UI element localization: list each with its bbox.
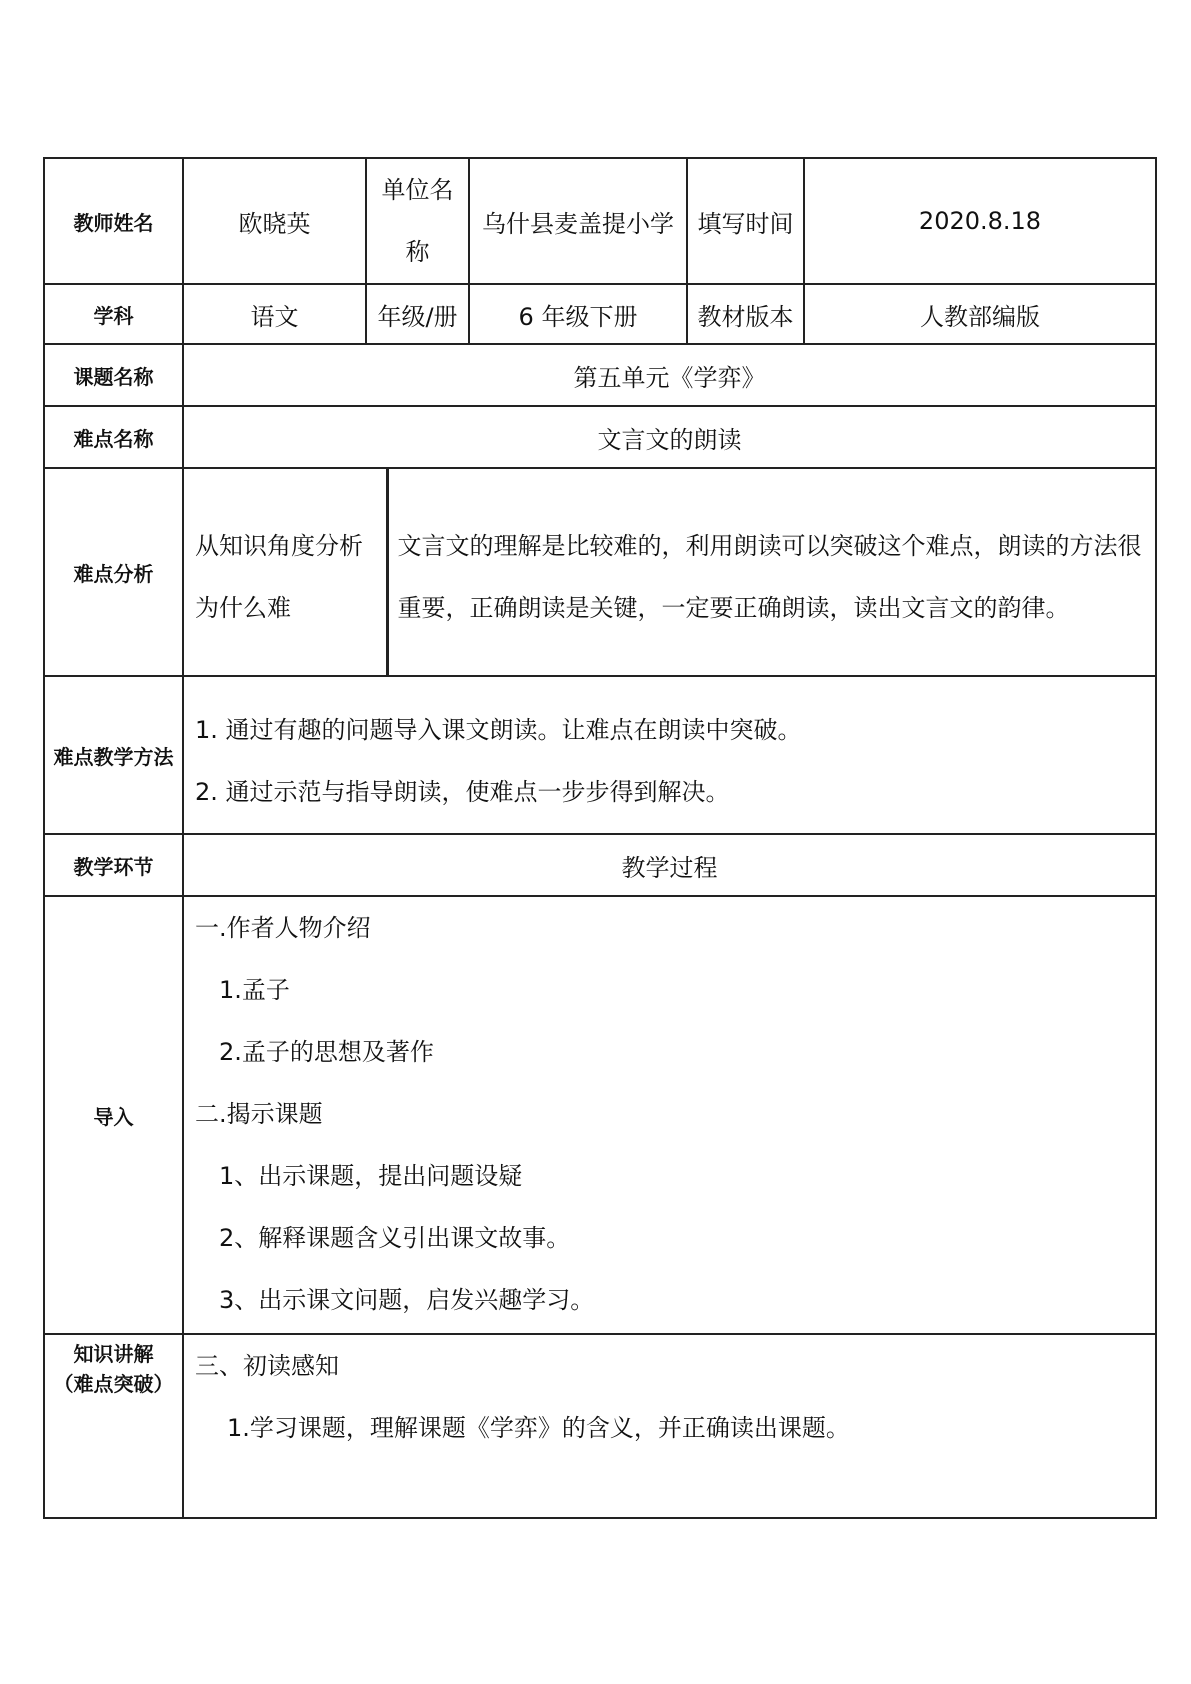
intro-cell (183, 896, 1156, 1334)
intro-line: 3、出示课文问题，启发兴趣学习。 (219, 1286, 595, 1314)
row-intro (44, 896, 1156, 1334)
row-process-header (44, 834, 1156, 896)
row-teacher-info (44, 158, 1156, 284)
teacher-name-value: 欧晓英 (183, 158, 366, 284)
intro-line: 2、解释课题含义引出课文故事。 (219, 1224, 571, 1252)
row-subject-info (44, 284, 1156, 344)
analysis-label: 难点分析 (44, 468, 183, 676)
row-difficulty (44, 406, 1156, 468)
process-label: 教学过程 (183, 834, 1156, 896)
knowledge-cell (183, 1334, 1156, 1518)
row-method (44, 676, 1156, 834)
knowledge-label (44, 1334, 183, 1518)
analysis-sub-label: 从知识角度分析为什么难 (184, 469, 387, 675)
knowledge-line: 1.学习课题，理解课题《学弈》的含义，并正确读出课题。 (227, 1414, 850, 1442)
edition-label: 教材版本 (687, 284, 804, 344)
method-label: 难点教学方法 (44, 676, 183, 834)
knowledge-label-line2: （难点突破） (53, 1372, 174, 1396)
unit-name-label: 单位名称 (366, 158, 469, 284)
fill-time-value: 2020.8.18 (804, 158, 1156, 284)
method-cell (183, 676, 1156, 834)
lesson-plan-table (43, 157, 1157, 1519)
method-item: 1. 通过有趣的问题导入课文朗读。让难点在朗读中突破。 (195, 716, 802, 744)
difficulty-value: 文言文的朗读 (183, 406, 1156, 468)
intro-line: 1、出示课题，提出问题设疑 (219, 1162, 523, 1190)
intro-line: 2.孟子的思想及著作 (219, 1038, 434, 1066)
subject-label: 学科 (44, 284, 183, 344)
difficulty-label: 难点名称 (44, 406, 183, 468)
row-topic (44, 344, 1156, 406)
row-knowledge (44, 1334, 1156, 1518)
method-item: 2. 通过示范与指导朗读，使难点一步步得到解决。 (195, 778, 730, 806)
intro-line: 二.揭示课题 (195, 1100, 323, 1128)
process-stage-label: 教学环节 (44, 834, 183, 896)
intro-label: 导入 (44, 896, 183, 1334)
analysis-inner-table (184, 469, 1155, 675)
row-analysis (44, 468, 1156, 676)
subject-value: 语文 (183, 284, 366, 344)
grade-value: 6 年级下册 (469, 284, 687, 344)
intro-line: 一.作者人物介绍 (195, 914, 371, 942)
analysis-text: 文言文的理解是比较难的，利用朗读可以突破这个难点，朗读的方法很重要，正确朗读是关键，一定要正确朗读，读出文言文的韵律。 (397, 532, 1142, 622)
knowledge-line: 三、初读感知 (195, 1352, 339, 1380)
edition-value: 人教部编版 (804, 284, 1156, 344)
fill-time-label: 填写时间 (687, 158, 804, 284)
knowledge-label-line1: 知识讲解 (73, 1342, 154, 1366)
topic-label: 课题名称 (44, 344, 183, 406)
grade-label: 年级/册 (366, 284, 469, 344)
unit-name-value: 乌什县麦盖提小学 (469, 158, 687, 284)
intro-line: 1.孟子 (219, 976, 290, 1004)
analysis-cell (183, 468, 1156, 676)
topic-value: 第五单元《学弈》 (183, 344, 1156, 406)
teacher-name-label: 教师姓名 (44, 158, 183, 284)
